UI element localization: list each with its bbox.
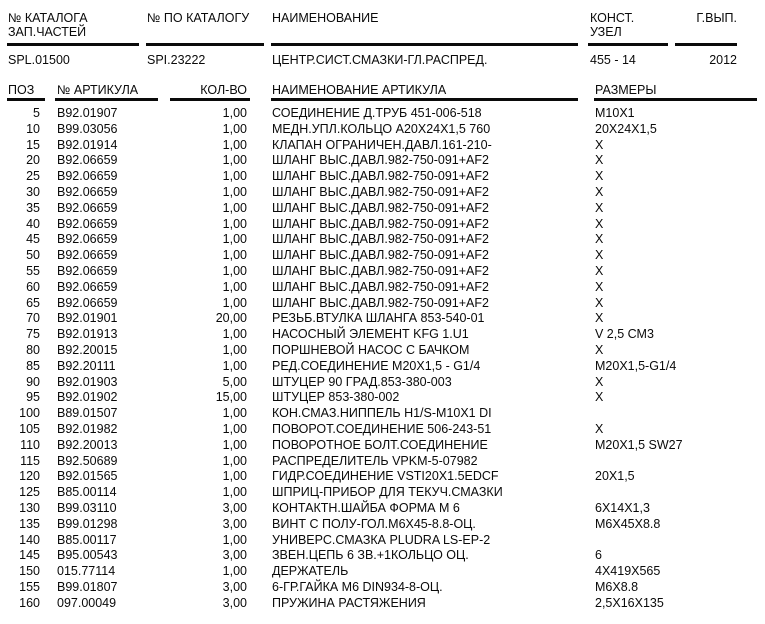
qty-cell: 1,00 (222, 137, 247, 152)
size-cell: X (595, 248, 604, 263)
article-cell: B92.06659 (57, 169, 118, 184)
table-row (0, 185, 765, 201)
pos-cell: 55 (26, 263, 40, 278)
column-header-catalog-number (8, 11, 88, 39)
size-cell: X (595, 279, 604, 294)
size-cell: M6X45X8.8 (595, 516, 661, 531)
article-cell: B85.00117 (57, 532, 117, 547)
table-header-qty: КОЛ-ВО (200, 83, 247, 97)
table-row (0, 232, 765, 248)
article-cell: B92.20015 (57, 342, 118, 357)
qty-cell: 1,00 (222, 421, 247, 436)
table-row (0, 548, 765, 564)
table-row (0, 375, 765, 391)
size-cell: 2,5X16X135 (595, 595, 664, 610)
pos-cell: 40 (26, 216, 40, 231)
pos-cell: 15 (26, 137, 40, 152)
table-row (0, 106, 765, 122)
column-header-by-catalog: № ПО КАТАЛОГУ (147, 11, 250, 25)
underline-article (55, 98, 158, 101)
pos-cell: 45 (26, 232, 40, 247)
underline-size (594, 98, 757, 101)
article-cell: B92.01565 (57, 469, 118, 484)
pos-cell: 135 (19, 516, 40, 531)
underline-qty (170, 98, 250, 101)
article-cell: B92.06659 (57, 263, 118, 278)
qty-cell: 1,00 (222, 469, 247, 484)
article-cell: B92.06659 (57, 153, 118, 168)
qty-cell: 3,00 (222, 595, 247, 610)
qty-cell: 1,00 (222, 406, 247, 421)
size-cell: 20X24X1,5 (595, 121, 657, 136)
table-row (0, 406, 765, 422)
table-header-size: РАЗМЕРЫ (595, 83, 657, 97)
table-row (0, 454, 765, 470)
table-row (0, 485, 765, 501)
qty-cell: 1,00 (222, 453, 247, 468)
column-header-year: Г.ВЫП. (696, 11, 737, 25)
article-cell: B85.00114 (57, 485, 117, 500)
table-row (0, 169, 765, 185)
table-header-article: № АРТИКУЛА (57, 83, 139, 97)
qty-cell: 1,00 (222, 564, 247, 579)
pos-cell: 75 (26, 327, 40, 342)
article-cell: 015.77114 (57, 564, 116, 579)
pos-cell: 160 (19, 595, 40, 610)
article-name-cell: ПОРШНЕВОЙ НАСОС С БАЧКОМ (272, 342, 470, 357)
article-cell: B92.50689 (57, 453, 118, 468)
article-cell: B92.01913 (57, 327, 118, 342)
table-row (0, 327, 765, 343)
qty-cell: 1,00 (222, 200, 247, 215)
pos-cell: 90 (26, 374, 40, 389)
article-cell: B92.06659 (57, 295, 118, 310)
pos-cell: 50 (26, 248, 40, 263)
article-name-cell: ШПРИЦ-ПРИБОР ДЛЯ ТЕКУЧ.СМАЗКИ (272, 485, 503, 500)
article-name-cell: СОЕДИНЕНИЕ Д.ТРУБ 451-006-518 (272, 106, 482, 120)
article-cell: B99.01298 (57, 516, 118, 531)
article-cell: B89.01507 (57, 406, 118, 421)
parts-rows (0, 106, 765, 612)
qty-cell: 1,00 (222, 184, 247, 199)
article-cell: B92.01907 (57, 106, 118, 120)
article-name-cell: ШЛАНГ ВЫС.ДАВЛ.982-750-091+AF2 (272, 216, 489, 231)
article-cell: B92.06659 (57, 248, 118, 263)
underline-name (271, 43, 578, 46)
article-name-cell: ШТУЦЕР 853-380-002 (272, 390, 400, 405)
column-header-unit-line2: УЗЕЛ (590, 25, 622, 39)
year-value: 2012 (709, 53, 737, 67)
pos-cell: 85 (26, 358, 40, 373)
table-row (0, 533, 765, 549)
article-cell: 097.00049 (57, 595, 117, 610)
qty-cell: 20,00 (215, 311, 247, 326)
table-row (0, 596, 765, 612)
pos-cell: 30 (26, 184, 40, 199)
table-row (0, 422, 765, 438)
article-name-cell: ШЛАНГ ВЫС.ДАВЛ.982-750-091+AF2 (272, 248, 489, 263)
column-header-catalog-number-line2: ЗАП.ЧАСТЕЙ (8, 25, 87, 39)
qty-cell: 3,00 (222, 548, 247, 563)
article-name-cell: КОН.СМАЗ.НИППЕЛЬ H1/S-M10X1 DI (272, 406, 492, 421)
pos-cell: 80 (26, 342, 40, 357)
table-row (0, 343, 765, 359)
size-cell: M20X1,5-G1/4 (595, 358, 677, 373)
article-name-cell: МЕДН.УПЛ.КОЛЬЦО A20X24X1,5 760 (272, 121, 491, 136)
size-cell: X (595, 295, 604, 310)
pos-cell: 60 (26, 279, 40, 294)
qty-cell: 1,00 (222, 106, 247, 120)
table-row (0, 248, 765, 264)
table-row (0, 311, 765, 327)
pos-cell: 105 (19, 421, 40, 436)
pos-cell: 65 (26, 295, 40, 310)
qty-cell: 1,00 (222, 153, 247, 168)
underline-unit (588, 43, 668, 46)
column-header-unit (590, 11, 634, 39)
catalog-number-value: SPL.01500 (8, 53, 70, 67)
qty-cell: 1,00 (222, 532, 247, 547)
article-name-cell: ДЕРЖАТЕЛЬ (272, 564, 349, 579)
underline-catalog-number (7, 43, 139, 46)
article-name-cell: ШЛАНГ ВЫС.ДАВЛ.982-750-091+AF2 (272, 169, 489, 184)
size-cell: 4X419X565 (595, 564, 661, 579)
pos-cell: 95 (26, 390, 40, 405)
table-row (0, 201, 765, 217)
qty-cell: 1,00 (222, 358, 247, 373)
qty-cell: 15,00 (215, 390, 247, 405)
underline-pos (7, 98, 45, 101)
table-header-article-name: НАИМЕНОВАНИЕ АРТИКУЛА (272, 83, 447, 97)
pos-cell: 150 (19, 564, 40, 579)
pos-cell: 120 (19, 469, 40, 484)
pos-cell: 110 (20, 437, 40, 452)
table-row (0, 122, 765, 138)
article-cell: B99.03056 (57, 121, 118, 136)
article-name-cell: ШЛАНГ ВЫС.ДАВЛ.982-750-091+AF2 (272, 263, 489, 278)
size-cell: X (595, 374, 604, 389)
size-cell: X (595, 263, 604, 278)
table-header-pos: ПОЗ (8, 83, 35, 97)
article-name-cell: ШЛАНГ ВЫС.ДАВЛ.982-750-091+AF2 (272, 184, 489, 199)
size-cell: M10X1 (595, 106, 635, 120)
pos-cell: 140 (19, 532, 40, 547)
table-row (0, 469, 765, 485)
article-name-cell: ГИДР.СОЕДИНЕНИЕ VSTI20X1.5EDCF (272, 469, 499, 484)
article-name-cell: КЛАПАН ОГРАНИЧЕН.ДАВЛ.161-210- (272, 137, 492, 152)
article-cell: B92.01903 (57, 374, 118, 389)
qty-cell: 3,00 (222, 500, 247, 515)
article-cell: B92.20013 (57, 437, 118, 452)
article-name-cell: УНИВЕРС.СМАЗКА PLUDRA LS-EP-2 (272, 532, 491, 547)
article-cell: B92.01982 (57, 421, 118, 436)
qty-cell: 3,00 (222, 516, 247, 531)
table-row (0, 217, 765, 233)
qty-cell: 1,00 (222, 295, 247, 310)
pos-cell: 130 (19, 500, 40, 515)
size-cell: M6X8.8 (595, 579, 639, 594)
pos-cell: 155 (19, 579, 40, 594)
article-name-cell: КОНТАКТН.ШАЙБА ФОРМА M 6 (272, 500, 460, 515)
qty-cell: 1,00 (222, 232, 247, 247)
column-header-catalog-number-line1: № КАТАЛОГА (8, 11, 88, 25)
size-cell: X (595, 311, 604, 326)
qty-cell: 1,00 (222, 121, 247, 136)
qty-cell: 1,00 (222, 216, 247, 231)
qty-cell: 1,00 (222, 342, 247, 357)
article-name-cell: ШЛАНГ ВЫС.ДАВЛ.982-750-091+AF2 (272, 295, 489, 310)
table-row (0, 564, 765, 580)
size-cell: X (595, 137, 604, 152)
article-name-cell: ШЛАНГ ВЫС.ДАВЛ.982-750-091+AF2 (272, 279, 489, 294)
size-cell: 20X1,5 (595, 469, 635, 484)
article-name-cell: ЗВЕН.ЦЕПЬ 6 ЗВ.+1КОЛЬЦО ОЦ. (272, 548, 469, 563)
table-row (0, 138, 765, 154)
pos-cell: 145 (19, 548, 40, 563)
pos-cell: 100 (19, 406, 40, 421)
pos-cell: 5 (33, 106, 40, 120)
qty-cell: 1,00 (222, 437, 247, 452)
article-cell: B99.03110 (57, 500, 117, 515)
article-cell: B92.06659 (57, 232, 118, 247)
column-header-name: НАИМЕНОВАНИЕ (272, 11, 379, 25)
table-row (0, 280, 765, 296)
article-cell: B92.01901 (57, 311, 118, 326)
article-name-cell: ПОВОРОТ.СОЕДИНЕНИЕ 506-243-51 (272, 421, 492, 436)
table-row (0, 359, 765, 375)
underline-by-catalog (146, 43, 264, 46)
qty-cell: 1,00 (222, 327, 247, 342)
size-cell: X (595, 184, 604, 199)
article-name-cell: 6-ГР.ГАЙКА M6 DIN934-8-ОЦ. (272, 579, 443, 594)
underline-article-name (271, 98, 578, 101)
unit-value: 455 - 14 (590, 53, 636, 67)
article-name-cell: ШЛАНГ ВЫС.ДАВЛ.982-750-091+AF2 (272, 153, 489, 168)
qty-cell: 1,00 (222, 485, 247, 500)
size-cell: X (595, 216, 604, 231)
qty-cell: 1,00 (222, 263, 247, 278)
catalog-name-value: ЦЕНТР.СИСТ.СМАЗКИ-ГЛ.РАСПРЕД. (272, 53, 488, 67)
article-name-cell: РЕД.СОЕДИНЕНИЕ M20X1,5 - G1/4 (272, 358, 481, 373)
table-row (0, 153, 765, 169)
article-cell: B92.20111 (57, 358, 116, 373)
pos-cell: 115 (20, 453, 40, 468)
table-row (0, 501, 765, 517)
article-name-cell: НАСОСНЫЙ ЭЛЕМЕНТ KFG 1.U1 (272, 327, 469, 342)
article-cell: B92.06659 (57, 184, 118, 199)
qty-cell: 1,00 (222, 169, 247, 184)
article-name-cell: РЕЗЬБ.ВТУЛКА ШЛАНГА 853-540-01 (272, 311, 485, 326)
pos-cell: 70 (26, 311, 40, 326)
article-cell: B99.01807 (57, 579, 118, 594)
article-name-cell: ШЛАНГ ВЫС.ДАВЛ.982-750-091+AF2 (272, 200, 489, 215)
article-name-cell: ШЛАНГ ВЫС.ДАВЛ.982-750-091+AF2 (272, 232, 489, 247)
qty-cell: 5,00 (222, 374, 247, 389)
article-name-cell: РАСПРЕДЕЛИТЕЛЬ VPKM-5-07982 (272, 453, 478, 468)
table-row (0, 390, 765, 406)
qty-cell: 1,00 (222, 279, 247, 294)
table-row (0, 580, 765, 596)
article-name-cell: ВИНТ С ПОЛУ-ГОЛ.M6X45-8.8-ОЦ. (272, 516, 476, 531)
pos-cell: 10 (26, 121, 40, 136)
size-cell: X (595, 342, 604, 357)
article-cell: B92.06659 (57, 200, 118, 215)
pos-cell: 35 (26, 200, 40, 215)
size-cell: 6X14X1,3 (595, 500, 650, 515)
article-cell: B92.01902 (57, 390, 118, 405)
size-cell: X (595, 169, 604, 184)
size-cell: X (595, 390, 604, 405)
qty-cell: 1,00 (222, 248, 247, 263)
article-cell: B92.01914 (57, 137, 118, 152)
article-cell: B92.06659 (57, 216, 118, 231)
qty-cell: 3,00 (222, 579, 247, 594)
article-name-cell: ПОВОРОТНОЕ БОЛТ.СОЕДИНЕНИЕ (272, 437, 488, 452)
underline-year (675, 43, 737, 46)
size-cell: X (595, 200, 604, 215)
size-cell: X (595, 232, 604, 247)
table-row (0, 517, 765, 533)
size-cell: 6 (595, 548, 602, 563)
by-catalog-value: SPI.23222 (147, 53, 206, 67)
table-row (0, 296, 765, 312)
size-cell: V 2,5 СМ3 (595, 327, 654, 342)
size-cell: X (595, 421, 604, 436)
size-cell: X (595, 153, 604, 168)
article-cell: B95.00543 (57, 548, 118, 563)
pos-cell: 125 (19, 485, 40, 500)
table-row (0, 264, 765, 280)
table-row (0, 438, 765, 454)
article-name-cell: ПРУЖИНА РАСТЯЖЕНИЯ (272, 595, 426, 610)
article-name-cell: ШТУЦЕР 90 ГРАД.853-380-003 (272, 374, 452, 389)
pos-cell: 20 (26, 153, 40, 168)
column-header-unit-line1: КОНСТ. (590, 11, 635, 25)
pos-cell: 25 (26, 169, 40, 184)
size-cell: M20X1,5 SW27 (595, 437, 683, 452)
article-cell: B92.06659 (57, 279, 118, 294)
